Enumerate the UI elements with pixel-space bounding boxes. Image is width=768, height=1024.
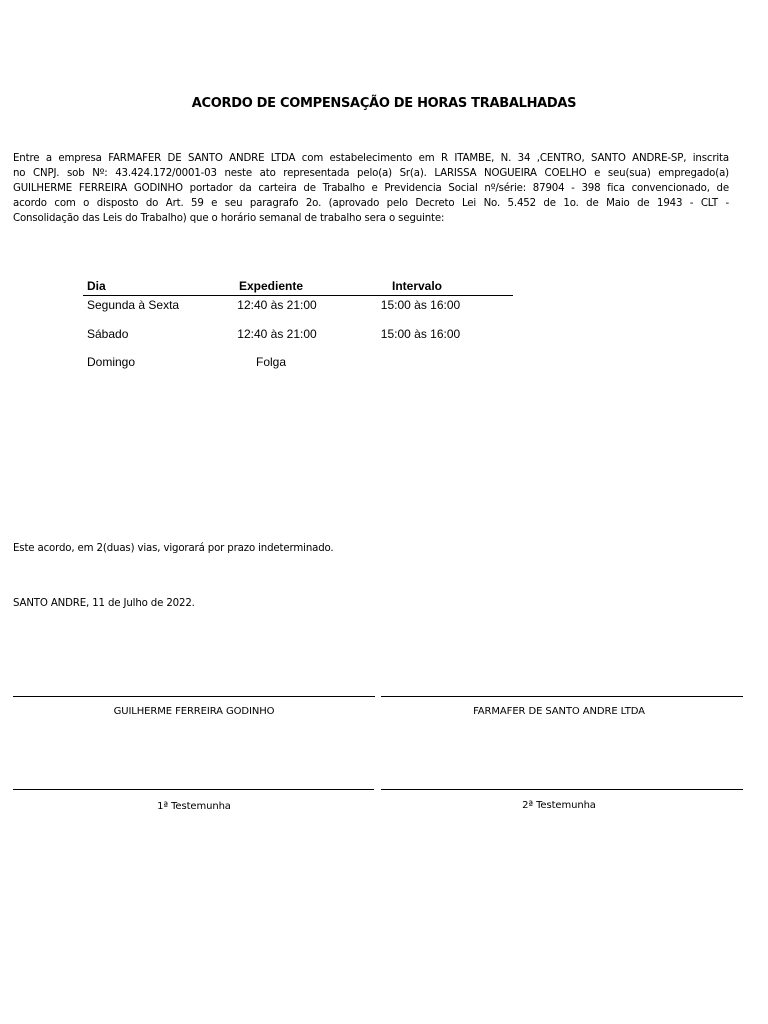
intro-line: Consolidação das Leis do Trabalho) que o horário semanal de trabalho sera o seguinte: xyxy=(13,213,445,224)
cell-dia: Sábado xyxy=(87,326,129,341)
schedule-row xyxy=(83,353,513,382)
signature-line-witness-2 xyxy=(381,789,743,790)
header-dia: Dia xyxy=(87,279,106,293)
validity-statement: Este acordo, em 2(duas) vias, vigorará por prazo indeterminado. xyxy=(13,543,334,554)
header-intervalo: Intervalo xyxy=(391,279,442,293)
cell-expediente: 12:40 às 21:00 xyxy=(237,298,317,312)
place-and-date: SANTO ANDRE, 11 de Julho de 2022. xyxy=(13,598,195,609)
cell-expediente: 12:40 às 21:00 xyxy=(237,326,317,341)
signature-line-witness-1 xyxy=(13,789,374,790)
cell-dia: Domingo xyxy=(87,355,136,369)
intro-line: acordo com o disposto do Art. 59 e seu paragrafo 2o. (aprovado pelo Decreto Lei No. 5.452 de 1o. de Maio de 1943 - CLT - xyxy=(13,198,729,209)
signature-label-company: FARMAFER DE SANTO ANDRE LTDA xyxy=(473,706,645,717)
cell-intervalo: 15:00 às 16:00 xyxy=(380,298,461,312)
intro-line: no CNPJ. sob Nº: 43.424.172/0001-03 neste ato representada pelo(a) Sr(a). LARISSA NOGUEIRA COELHO e seu(sua) empregado(a) xyxy=(13,168,729,179)
signature-label-witness-2: 2ª Testemunha xyxy=(522,800,596,811)
schedule-row xyxy=(83,296,513,325)
intro-line: GUILHERME FERREIRA GODINHO portador da carteira de Trabalho e Previdencia Social nº/série: 87904 - 398 fica convencionado, de xyxy=(13,183,729,194)
signature-label-employee: GUILHERME FERREIRA GODINHO xyxy=(113,706,275,717)
signature-label-witness-1: 1ª Testemunha xyxy=(157,801,231,812)
intro-paragraph xyxy=(13,151,729,226)
schedule-header-row xyxy=(83,278,513,296)
signature-line-company xyxy=(381,696,743,697)
intro-line: Entre a empresa FARMAFER DE SANTO ANDRE LTDA com estabelecimento em R ITAMBE, N. 34 ,CENTRO, SANTO ANDRE-SP, inscrita xyxy=(13,153,729,164)
cell-intervalo: 15:00 às 16:00 xyxy=(380,326,461,341)
cell-dia: Segunda à Sexta xyxy=(87,298,180,312)
signature-line-employee xyxy=(13,696,375,697)
header-expediente: Expediente xyxy=(238,279,304,293)
schedule-row xyxy=(83,325,513,354)
cell-expediente: Folga xyxy=(255,355,287,369)
document-title: ACORDO DE COMPENSAÇÃO DE HORAS TRABALHADAS xyxy=(191,96,577,111)
schedule-table xyxy=(83,278,513,382)
